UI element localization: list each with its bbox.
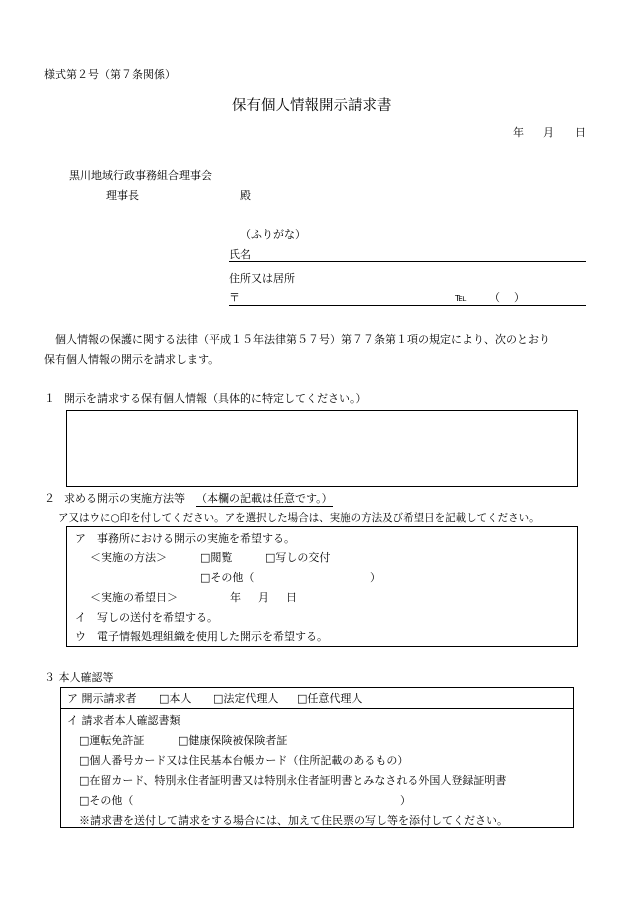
address-label: 住所又は居所 [229, 272, 295, 285]
recipient-org: 黒川地域行政事務組合理事会 [69, 169, 212, 182]
intro-text-line2: 保有個人情報の開示を請求します。 [44, 353, 220, 366]
checkbox-other-doc-label: その他（ [89, 794, 134, 807]
option-i-text[interactable]: イ 写しの送付を希望する。 [75, 611, 218, 624]
other-method-close: ） [370, 571, 381, 584]
date-day-label: 日 [575, 126, 586, 139]
section2-heading-note: （本欄の記載は任意です。） [196, 492, 333, 505]
name-label: 氏名 [229, 248, 251, 261]
furigana-label: （ふりがな） [240, 228, 306, 241]
checkbox-mynumber-card-label: 個人番号カード又は住民基本台帳カード（住所記載のあるもの） [89, 754, 409, 767]
option-a-text[interactable]: ア 事務所における開示の実施を希望する。 [75, 532, 295, 545]
checkbox-drivers-license[interactable]: □運転免許証 [79, 734, 145, 747]
section3-heading: ３ 本人確認等 [44, 671, 114, 684]
section3-divider [60, 708, 574, 709]
id-documents-label: イ 請求者本人確認書類 [67, 714, 181, 727]
intro-text-line1: 個人情報の保護に関する法律（平成１５年法律第５７号）第７７条第１項の規定により、次のとおり [55, 333, 550, 346]
checkbox-voluntary-agent[interactable]: □任意代理人 [297, 692, 363, 705]
checkbox-self[interactable]: □本人 [159, 692, 192, 705]
recipient-honorific: 殿 [240, 189, 251, 202]
checkbox-other-doc[interactable]: □その他（ [79, 794, 134, 807]
checkbox-legal-agent[interactable]: □法定代理人 [213, 692, 279, 705]
checkbox-self-label: 本人 [169, 692, 192, 705]
checkbox-residence-card[interactable]: □在留カード、特別永住者証明書又は特別永住者証明書とみなされる外国人登録証明書 [79, 774, 507, 787]
checkbox-mynumber-card[interactable]: □個人番号カード又は住民基本台帳カード（住所記載のあるもの） [79, 754, 409, 767]
checkbox-voluntary-agent-label: 任意代理人 [307, 692, 363, 705]
desired-day-label: 日 [286, 591, 297, 604]
section1-heading: 開示を請求する保有個人情報（具体的に特定してください。） [64, 392, 367, 405]
mailing-note: ※請求書を送付して請求をする場合には、加えて住民票の写し等を添付してください。 [79, 814, 508, 827]
recipient-role: 理事長 [106, 189, 139, 202]
section2-number: ２ [44, 492, 55, 505]
tel-paren-close: ） [514, 291, 525, 304]
desired-month-label: 月 [258, 591, 269, 604]
form-title: 保有個人情報開示請求書 [232, 98, 392, 114]
checkbox-health-insurance-label: 健康保険被保険者証 [188, 734, 288, 747]
checkbox-copy-label: 写しの交付 [275, 551, 331, 564]
form-reference: 様式第２号（第７条関係） [44, 68, 176, 81]
date-month-label: 月 [543, 126, 554, 139]
postal-mark: 〒 [229, 291, 240, 304]
section1-number: １ [44, 392, 55, 405]
requester-type-label: ア 開示請求者 [67, 692, 137, 705]
tel-label: ℡ [455, 291, 467, 304]
checkbox-legal-agent-label: 法定代理人 [223, 692, 279, 705]
checkbox-drivers-license-label: 運転免許証 [89, 734, 145, 747]
checkbox-health-insurance[interactable]: □健康保険被保険者証 [178, 734, 288, 747]
checkbox-other-method-label: その他（ [210, 571, 255, 584]
section2-heading: 求める開示の実施方法等 [64, 492, 185, 505]
desired-year-label: 年 [230, 591, 241, 604]
checkbox-copy[interactable]: □写しの交付 [265, 551, 331, 564]
other-doc-close: ） [400, 794, 411, 807]
section2-instruction: ア又はウに○印を付してください。アを選択した場合は、実施の方法及び希望日を記載してください。 [58, 512, 540, 524]
checkbox-view-label: 閲覧 [210, 551, 233, 564]
tel-paren-open: （ [489, 291, 500, 304]
name-field-line[interactable] [229, 261, 586, 262]
section1-input-box[interactable] [66, 410, 578, 487]
checkbox-residence-card-label: 在留カード、特別永住者証明書又は特別永住者証明書とみなされる外国人登録証明書 [89, 774, 507, 787]
date-year-label: 年 [513, 126, 524, 139]
address-field-line[interactable] [229, 305, 586, 306]
checkbox-view[interactable]: □閲覧 [200, 551, 233, 564]
method-label: ＜実施の方法＞ [90, 551, 167, 564]
option-u-text[interactable]: ウ 電子情報処理組織を使用した開示を希望する。 [75, 630, 328, 643]
checkbox-other-method[interactable]: □その他（ [200, 571, 255, 584]
date-label: ＜実施の希望日＞ [90, 591, 178, 604]
